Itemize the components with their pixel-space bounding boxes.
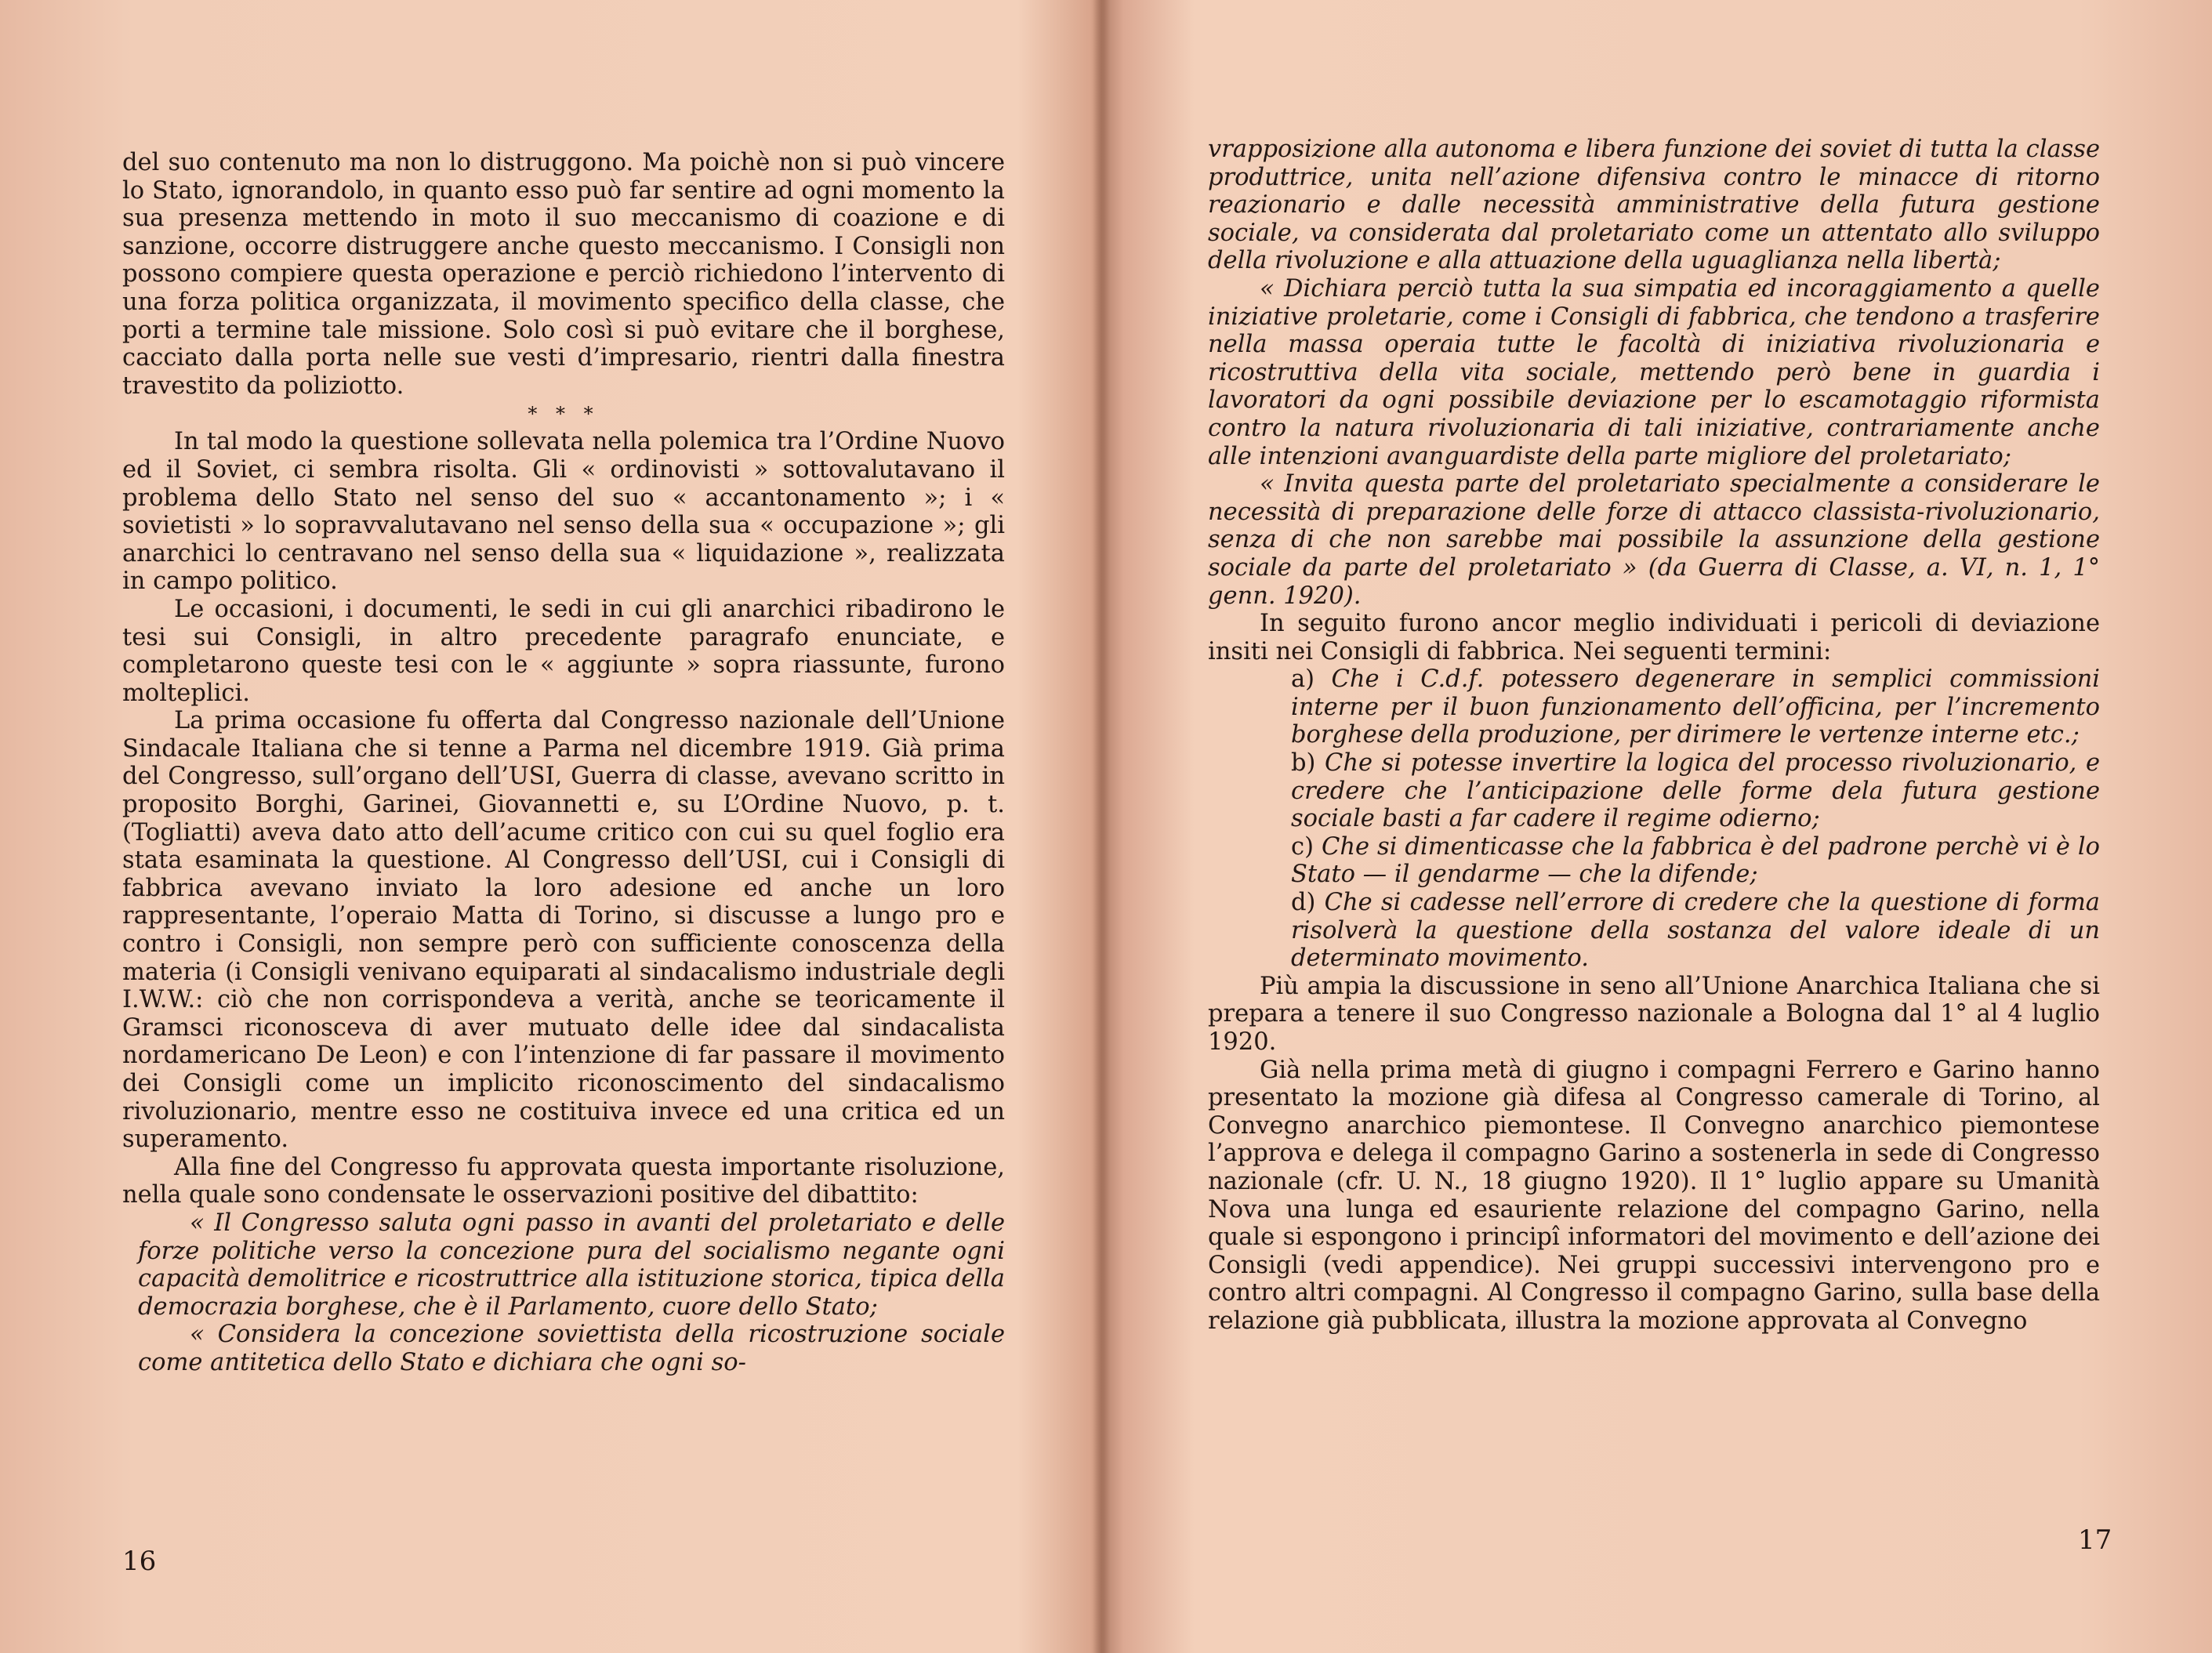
quoted-resolution: vrapposizione alla autonoma e libera funzione dei soviet di tutta la classe produttrice, unita nell’azione difensiva contro le minacce di ritorno reazionario e dalle necessità amministrative della futura gestione sociale, va considerata dal proletariato come un attentato allo sviluppo della rivoluzione e alla attuazione della uguaglianza nella libertà; <box>1208 136 2100 275</box>
quoted-resolution: « Considera la concezione soviettista della ricostruzione sociale come antitetica dello Stato e dichiara che ogni so- <box>138 1321 1005 1376</box>
list-item <box>1208 665 2100 749</box>
list-item-text: Che si potesse invertire la logica del processo rivoluzionario, e credere che l’anticipazione delle forme dela futura gestione sociale basti a far cadere il regime odierno; <box>1291 749 2100 833</box>
paragraph: In tal modo la questione sollevata nella polemica tra l’Ordine Nuovo ed il Soviet, ci sembra risolta. Gli « ordinovisti » sottovalutavano il problema dello Stato nel senso del suo « accantonamento »; i « sovietisti » lo sopravvalutavano nel senso della sua « occupazione »; gli anarchici lo centravano nel senso della sua « liquidazione », realizzata in campo politico. <box>122 428 1005 596</box>
left-page <box>0 0 1082 1653</box>
paragraph: Più ampia la discussione in seno all’Unione Anarchica Italiana che si prepara a tenere il suo Congresso nazionale a Bologna dal 1° al 4 luglio 1920. <box>1208 972 2100 1056</box>
list-item-label: d) <box>1291 889 1316 917</box>
paragraph: Già nella prima metà di giugno i compagni Ferrero e Garino hanno presentato la mozione già difesa al Congresso camerale di Torino, al Convegno anarchico piemontese. Il Convegno anarchico piemontese l’approva e delega il compagno Garino a sostenerla in sede di Congresso nazionale (cfr. U. N., 18 giugno 1920). Il 1° luglio appare su Umanità Nova una lunga ed esauriente relazione del compagno Garino, nella quale si espongono i principî informatori del movimento e dell’azione dei Consigli (vedi appendice). Nei gruppi successivi intervengono pro e contro altri compagni. Al Congresso il compagno Garino, sulla base della relazione già pubblicata, illustra la mozione approvata al Convegno <box>1208 1056 2100 1335</box>
paragraph: In seguito furono ancor meglio individuati i pericoli di deviazione insiti nei Consigli di fabbrica. Nei seguenti termini: <box>1208 610 2100 665</box>
list-item <box>1208 833 2100 889</box>
paragraph: Alla fine del Congresso fu approvata questa importante risoluzione, nella quale sono condensate le osservazioni positive del dibattito: <box>122 1153 1005 1209</box>
page-number: 17 <box>2078 1524 2112 1556</box>
list-item <box>1208 749 2100 833</box>
section-break: * * * <box>528 403 600 426</box>
page-number: 16 <box>122 1546 157 1577</box>
list-item <box>1208 889 2100 973</box>
right-page-text <box>1208 136 2100 1336</box>
paragraph: Le occasioni, i documenti, le sedi in cui gli anarchici ribadirono le tesi sui Consigli, in altro precedente paragrafo enunciate, e completarono queste tesi con le « aggiunte » sopra riassunte, furono molteplici. <box>122 595 1005 707</box>
list-item-label: b) <box>1291 749 1316 778</box>
quoted-resolution: « Invita questa parte del proletariato specialmente a considerare le necessità di preparazione delle forze di attacco classista-rivoluzionario, senza di che non sarebbe mai possibile la assunzione della gestione sociale da parte del proletariato » (da Guerra di Classe, a. VI, n. 1, 1° genn. 1920). <box>1208 470 2100 610</box>
list-item-label: c) <box>1291 832 1314 861</box>
list-item-text: Che si cadesse nell’errore di credere che la questione di forma risolverà la questione della sostanza del valore ideale di un determinato movimento. <box>1291 889 2100 973</box>
list-item-text: Che si dimenticasse che la fabbrica è del padrone perchè vi è lo Stato — il gendarme — che la difende; <box>1291 832 2100 889</box>
quoted-resolution: « Dichiara perciò tutta la sua simpatia ed incoraggiamento a quelle iniziative proletarie, come i Consigli di fabbrica, che tendono a trasferire nella massa operaia tutte le facoltà di iniziativa rivoluzionaria e ricostruttiva della vita sociale, mettendo però bene in guardia i lavoratori da ogni possibile deviazione per lo escamotaggio riformista contro la natura rivoluzionaria di tali iniziative, contrariamente anche alle intenzioni avanguardiste della parte migliore del proletariato; <box>1208 274 2100 470</box>
list-item-label: a) <box>1291 665 1315 694</box>
right-page <box>1106 0 2188 1653</box>
left-page-text <box>122 149 1005 1377</box>
list-item-text: Che i C.d.f. potessero degenerare in semplici commissioni interne per il buon funzionamento dell’officina, per l’incremento borghese della produzione, per dirimere le vertenze interne etc.; <box>1291 665 2100 749</box>
quoted-resolution: « Il Congresso saluta ogni passo in avanti del proletariato e delle forze politiche verso la concezione pura del socialismo negante ogni capacità demolitrice e ricostruttrice alla istituzione storica, tipica della democrazia borghese, che è il Parlamento, cuore dello Stato; <box>138 1209 1005 1321</box>
paragraph: La prima occasione fu offerta dal Congresso nazionale dell’Unione Sindacale Italiana che si tenne a Parma nel dicembre 1919. Già prima del Congresso, sull’organo dell’USI, Guerra di classe, avevano scritto in proposito Borghi, Garinei, Giovannetti e, su L’Ordine Nuovo, p. t. (Togliatti) aveva dato atto dell’acume critico con cui su quel foglio era stata esaminata la questione. Al Congresso dell’USI, cui i Consigli di fabbrica avevano inviato la loro adesione ed anche un loro rappresentante, l’operaio Matta di Torino, si discusse a lungo pro e contro i Consigli, non sempre però con sufficiente conoscenza della materia (i Consigli venivano equiparati al sindacalismo industriale degli I.W.W.: ciò che non corrispondeva a verità, anche se teoricamente il Gramsci riconosceva di aver mutuato delle idee dal sindacalista nordamericano De Leon) e con l’intenzione di far passare il movimento dei Consigli come un implicito riconoscimento del sindacalismo rivoluzionario, mentre esso ne costituiva invece ed una critica ed un superamento. <box>122 707 1005 1154</box>
paragraph: del suo contenuto ma non lo distruggono. Ma poichè non si può vincere lo Stato, ignorandolo, in quanto esso può far sentire ad ogni momento la sua presenza mettendo in moto il suo meccanismo di coazione e di sanzione, occorre distruggere anche questo meccanismo. I Consigli non possono compiere questa operazione e perciò richiedono l’intervento di una forza politica organizzata, il movimento specifico della classe, che porti a termine tale missione. Solo così si può evitare che il borghese, cacciato dalla porta nelle sue vesti d’impresario, rientri dalla finestra travestito da poliziotto. <box>122 149 1005 400</box>
